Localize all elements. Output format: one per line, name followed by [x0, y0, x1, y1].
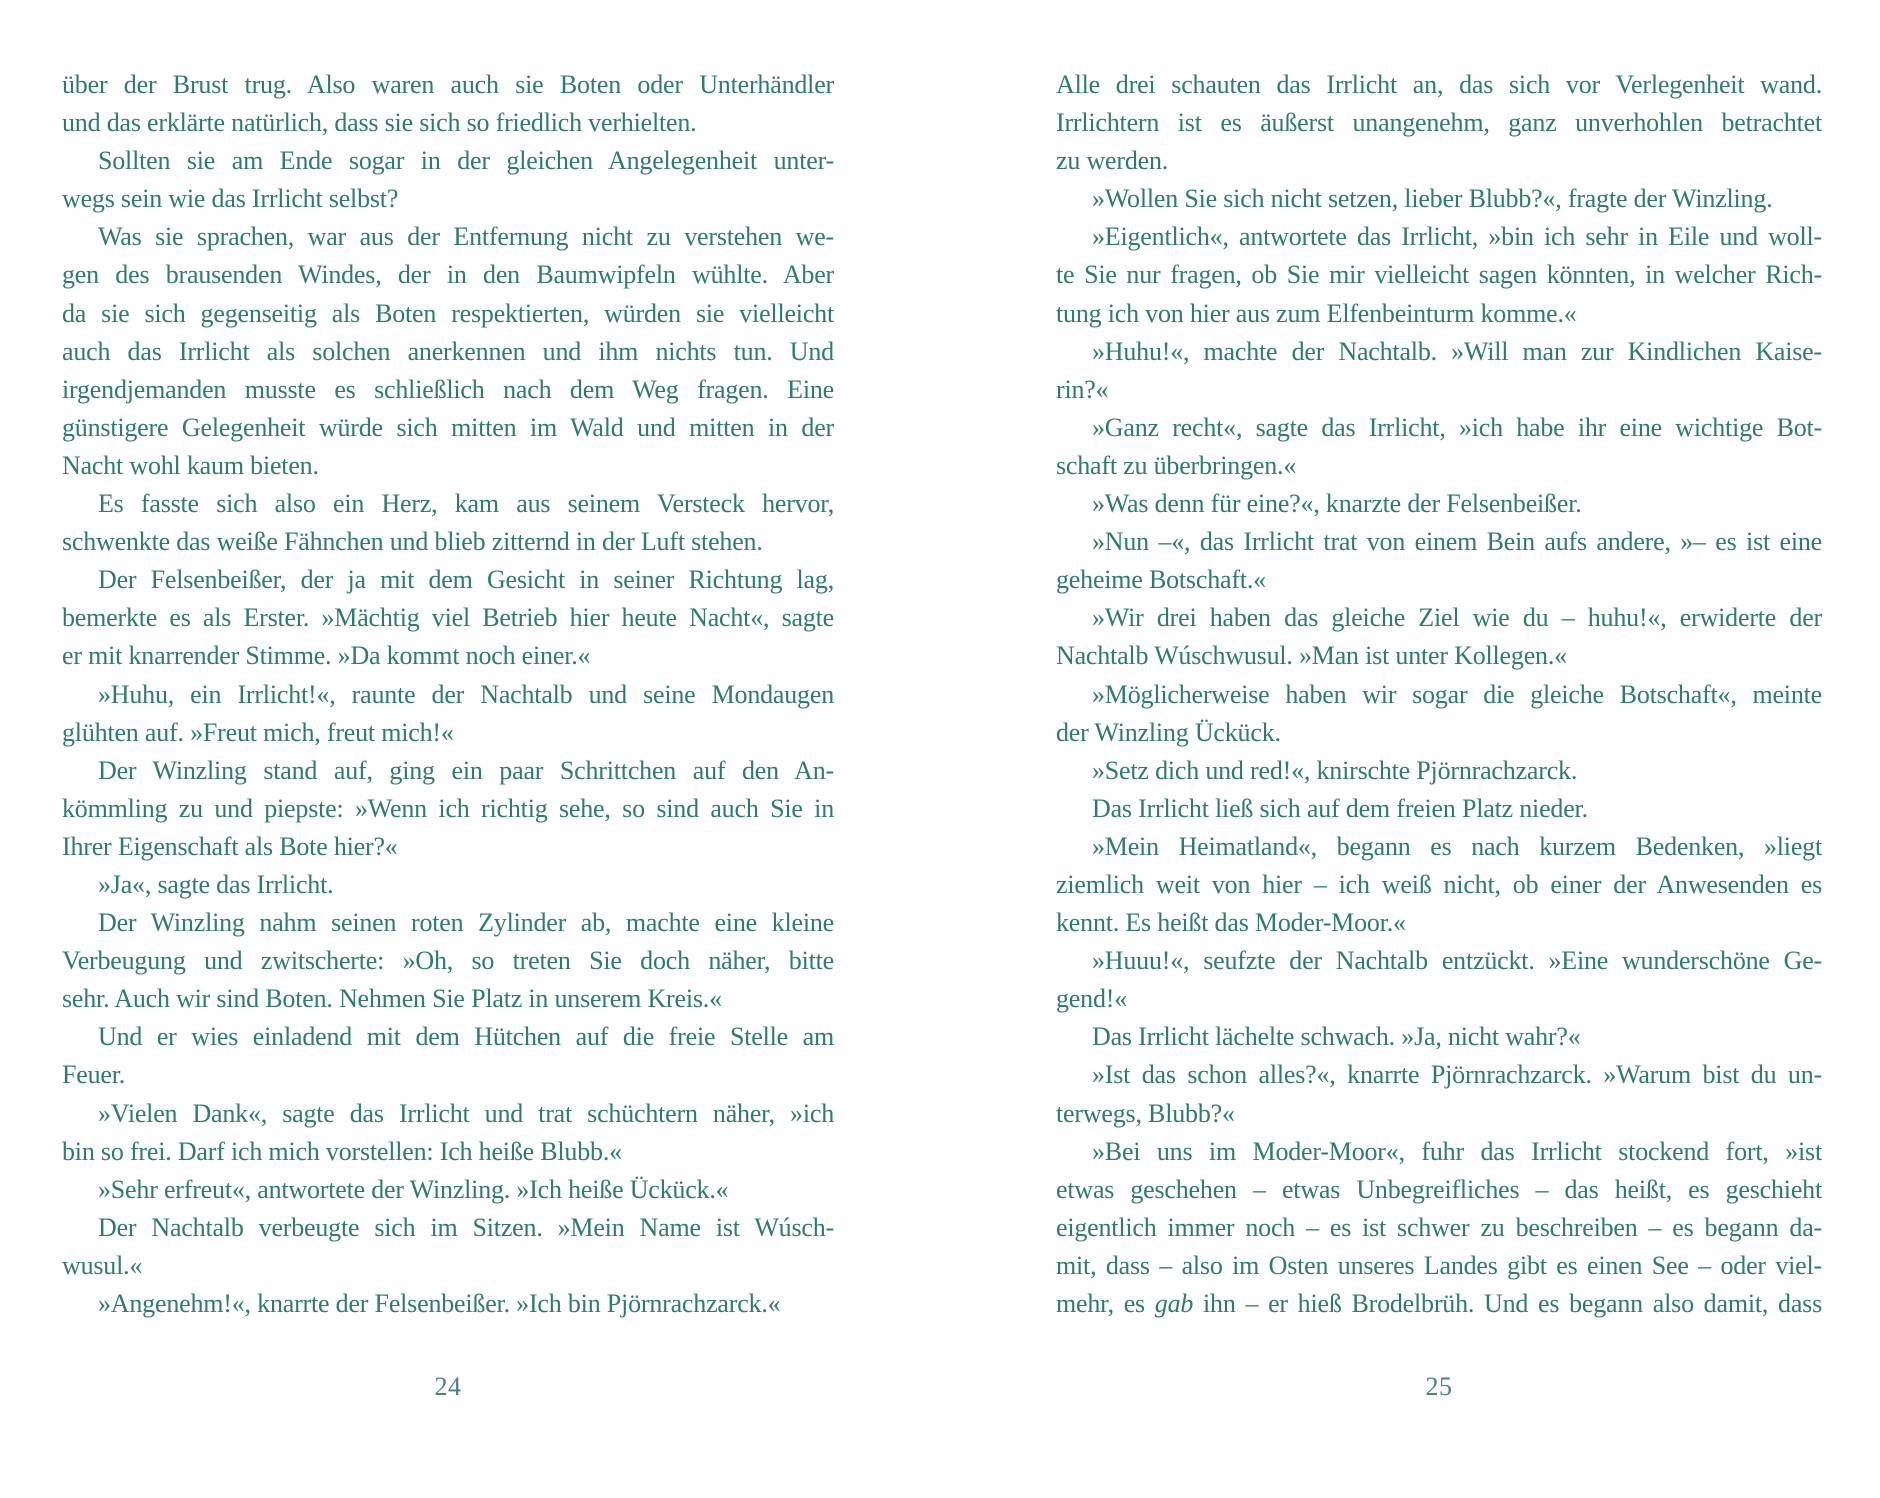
text-line: gend!« — [1056, 984, 1127, 1014]
text-line: Was sie sprachen, war aus der Entfernung nicht zu verstehen we- — [98, 222, 834, 252]
text-line: er mit knarrender Stimme. »Da kommt noch einer.« — [62, 641, 591, 671]
text-line: Verbeugung und zwitscherte: »Oh, so treten Sie doch näher, bitte — [62, 946, 834, 976]
text-line: »Nun –«, das Irrlicht trat von einem Bein aufs andere, »– es ist eine — [1092, 527, 1822, 557]
text-line: schwenkte das weiße Fähnchen und blieb zitternd in der Luft stehen. — [62, 527, 763, 557]
text-line: irgendjemanden musste es schließlich nach dem Weg fragen. Eine — [62, 374, 834, 404]
text-line: mit, dass – also im Osten unseres Landes gibt es einen See – oder viel- — [1056, 1250, 1822, 1280]
text-line: »Huuu!«, seufzte der Nachtalb entzückt. »Eine wunderschöne Ge- — [1092, 946, 1822, 976]
text-line: Und er wies einladend mit dem Hütchen auf die freie Stelle am — [98, 1022, 834, 1052]
page-number-right: 25 — [1425, 1371, 1453, 1401]
text-line: bin so frei. Darf ich mich vorstellen: Ich heiße Blubb.« — [62, 1136, 622, 1166]
text-line: »Ja«, sagte das Irrlicht. — [98, 869, 334, 899]
text-line: Sollten sie am Ende sogar in der gleichen Angelegenheit unter- — [98, 146, 834, 176]
text-line: »Huhu, ein Irrlicht!«, raunte der Nachtalb und seine Mondaugen — [98, 679, 834, 709]
text-line: Alle drei schauten das Irrlicht an, das sich vor Verlegenheit wand. — [1056, 70, 1822, 99]
text-line: eigentlich immer noch – es ist schwer zu beschreiben – es begann da- — [1056, 1212, 1822, 1242]
text-line: »Ganz recht«, sagte das Irrlicht, »ich habe ihr eine wichtige Bot- — [1092, 412, 1822, 442]
text-line: ziemlich weit von hier – ich weiß nicht, ob einer der Anwesenden es — [1056, 869, 1822, 899]
page-left-text-column — [62, 66, 834, 1323]
text-line: Feuer. — [62, 1060, 126, 1090]
text-line: »Huhu!«, machte der Nachtalb. »Will man zur Kindlichen Kaise- — [1092, 336, 1822, 366]
page-right-text-column — [1056, 66, 1822, 1323]
text-line: über der Brust trug. Also waren auch sie Boten oder Unterhändler — [62, 70, 834, 99]
text-line: mehr, es gab ihn – er hieß Brodelbrüh. Und es begann also damit, dass — [1056, 1289, 1822, 1318]
page-right — [1056, 66, 1822, 1406]
text-line: Es fasste sich also ein Herz, kam aus seinem Versteck hervor, — [98, 489, 834, 519]
text-line: »Setz dich und red!«, knirschte Pjörnrachzarck. — [1092, 755, 1578, 785]
text-line: und das erklärte natürlich, dass sie sich so friedlich verhielten. — [62, 108, 697, 138]
text-line: tung ich von hier aus zum Elfenbeinturm komme.« — [1056, 298, 1577, 328]
page-number-left: 24 — [434, 1371, 462, 1401]
text-line: »Ist das schon alles?«, knarrte Pjörnrachzarck. »Warum bist du un- — [1092, 1060, 1822, 1090]
text-line: Der Felsenbeißer, der ja mit dem Gesicht in seiner Richtung lag, — [98, 565, 834, 595]
text-line: Ihrer Eigenschaft als Bote hier?« — [62, 831, 398, 861]
text-line: schaft zu überbringen.« — [1056, 450, 1297, 480]
text-line: auch das Irrlicht als solchen anerkennen und ihm nichts tun. Und — [62, 336, 834, 366]
text-line: Der Winzling nahm seinen roten Zylinder ab, machte eine kleine — [98, 908, 834, 938]
text-line: etwas geschehen – etwas Unbegreifliches – das heißt, es geschieht — [1056, 1174, 1822, 1204]
text-line: »Wollen Sie sich nicht setzen, lieber Blubb?«, fragte der Winzling. — [1092, 184, 1773, 214]
text-line: »Möglicherweise haben wir sogar die gleiche Botschaft«, meinte — [1092, 679, 1822, 709]
text-line: sehr. Auch wir sind Boten. Nehmen Sie Platz in unserem Kreis.« — [62, 984, 722, 1014]
text-line: Nacht wohl kaum bieten. — [62, 450, 319, 480]
text-line: »Sehr erfreut«, antwortete der Winzling. »Ich heiße Ückück.« — [98, 1174, 729, 1204]
text-line: geheime Botschaft.« — [1056, 565, 1266, 595]
text-line: Der Winzling stand auf, ging ein paar Schrittchen auf den An- — [98, 755, 834, 785]
text-line: te Sie nur fragen, ob Sie mir vielleicht sagen könnten, in welcher Rich- — [1056, 260, 1822, 290]
text-line: Irrlichtern ist es äußerst unangenehm, ganz unverhohlen betrachtet — [1056, 108, 1822, 138]
text-line: »Was denn für eine?«, knarzte der Felsenbeißer. — [1092, 489, 1582, 519]
text-line: günstigere Gelegenheit würde sich mitten im Wald und mitten in der — [62, 412, 834, 442]
page-left — [62, 66, 834, 1406]
text-line: kömmling zu und piepste: »Wenn ich richtig sehe, so sind auch Sie in — [62, 793, 834, 823]
text-line: »Vielen Dank«, sagte das Irrlicht und trat schüchtern näher, »ich — [98, 1098, 834, 1128]
text-line: Das Irrlicht lächelte schwach. »Ja, nicht wahr?« — [1092, 1022, 1581, 1052]
text-line: zu werden. — [1056, 146, 1169, 176]
text-line: rin?« — [1056, 374, 1109, 404]
text-line: »Bei uns im Moder-Moor«, fuhr das Irrlicht stockend fort, »ist — [1092, 1136, 1822, 1166]
text-line: gen des brausenden Windes, der in den Baumwipfeln wühlte. Aber — [62, 260, 834, 290]
text-line: »Eigentlich«, antwortete das Irrlicht, »bin ich sehr in Eile und woll- — [1092, 222, 1822, 252]
text-line: wegs sein wie das Irrlicht selbst? — [62, 184, 399, 214]
text-line: »Wir drei haben das gleiche Ziel wie du – huhu!«, erwiderte der — [1092, 603, 1822, 633]
text-line: »Angenehm!«, knarrte der Felsenbeißer. »Ich bin Pjörnrachzarck.« — [98, 1289, 781, 1318]
text-line: glühten auf. »Freut mich, freut mich!« — [62, 717, 454, 747]
text-line: kennt. Es heißt das Moder-Moor.« — [1056, 908, 1406, 938]
text-line: wusul.« — [62, 1250, 143, 1280]
text-line: Der Nachtalb verbeugte sich im Sitzen. »Mein Name ist Wúsch- — [98, 1212, 834, 1242]
text-line: bemerkte es als Erster. »Mächtig viel Betrieb hier heute Nacht«, sagte — [62, 603, 834, 633]
text-line: da sie sich gegenseitig als Boten respektierten, würden sie vielleicht — [62, 298, 834, 328]
text-line: Nachtalb Wúschwusul. »Man ist unter Kollegen.« — [1056, 641, 1567, 671]
text-line: »Mein Heimatland«, begann es nach kurzem Bedenken, »liegt — [1092, 831, 1822, 861]
text-line: terwegs, Blubb?« — [1056, 1098, 1235, 1128]
text-line: Das Irrlicht ließ sich auf dem freien Platz nieder. — [1092, 793, 1588, 823]
text-line: der Winzling Ückück. — [1056, 717, 1281, 747]
